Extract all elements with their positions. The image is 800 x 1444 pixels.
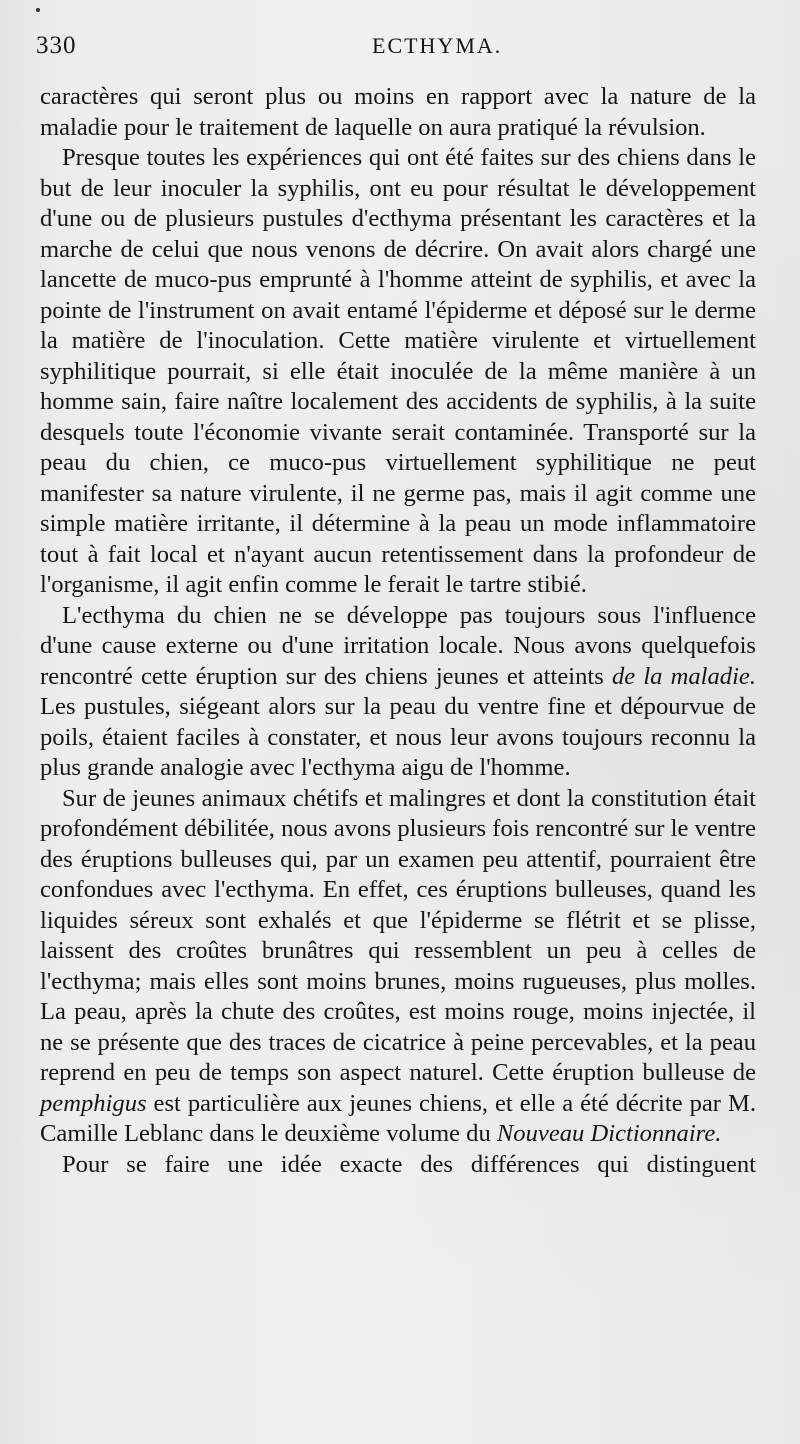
- paragraph-3: [40, 601, 756, 784]
- paragraph-4-text-before: Sur de jeunes animaux chétifs et malingres et dont la constitution était profondément débilitée, nous avons plusieurs fois rencontré sur le ventre des éruptions bulleuses qui, par un examen peu attentif, pourraient être confondues avec l'ecthyma. En effet, ces éruptions bulleuses, quand les liquides séreux sont exhalés et que l'épiderme se flétrit et se plisse, laissent des croûtes brunâtres qui ressemblent un peu à celles de l'ecthyma; mais elles sont moins brunes, moins rugueuses, plus molles. La peau, après la chute des croûtes, est moins rouge, moins injectée, il ne se présente que des traces de cicatrice à peine percevables, et la peau reprend en peu de temps son aspect naturel. Cette éruption bulleuse de: [40, 784, 756, 1086]
- paragraph-4: [40, 784, 756, 1150]
- paragraph-3-text-after: Les pustules, siégeant alors sur la peau du ventre fine et dépourvue de poils, étaient faciles à constater, et nous leur avons toujours reconnu la plus grande analogie avec l'ecthyma aigu de l'homme.: [40, 693, 756, 781]
- paragraph-5: [40, 1150, 756, 1181]
- paragraph-4-italic-title: Nouveau Dictionnaire.: [496, 1120, 722, 1147]
- paragraph-3-text-before: L'ecthyma du chien ne se développe pas toujours sous l'influence d'une cause externe ou d'une irritation locale. Nous avons quelquefois rencontré cette éruption sur des chiens jeunes et atteints: [40, 601, 756, 690]
- paragraph-2: [40, 143, 756, 601]
- page-header: [36, 32, 764, 66]
- paragraph-3-italic: de la maladie.: [611, 662, 756, 690]
- paragraph-2-text: Presque toutes les expériences qui ont été faites sur des chiens dans le but de leur inoculer la syphilis, ont eu pour résultat le développement d'une ou de plusieurs pustules d'ecthyma présentant les caractères et la marche de celui que nous venons de décrire. On avait alors chargé une lancette de muco-pus emprunté à l'homme atteint de syphilis, et avec la pointe de l'instrument on avait entamé l'épiderme et déposé sur le derme la matière de l'inoculation. Cette matière virulente et virtuellement syphilitique pourrait, si elle était inoculée de la même manière à un homme sain, faire naître localement des accidents de syphilis, à la suite desquels toute l'économie vivante serait contaminée. Transporté sur la peau du chien, ce muco-pus virtuellement syphilitique ne peut manifester sa nature virulente, il ne germe pas, mais il agit comme une simple matière irritante, il détermine à la peau un mode inflammatoire tout à fait local et n'ayant aucun retentissement dans la profondeur de l'organisme, il agit enfin comme le ferait le tartre stibié.: [40, 144, 756, 598]
- paragraph-4-italic-pemphigus: pemphigus: [40, 1089, 147, 1117]
- page-body: [40, 82, 756, 1180]
- print-speck: [36, 8, 40, 12]
- running-head: ECTHYMA.: [372, 33, 503, 58]
- paragraph-1-text: caractères qui seront plus ou moins en rapport avec la nature de la maladie pour le traitement de laquelle on aura pratiqué la révulsion.: [40, 83, 756, 141]
- paragraph-5-text: Pour se faire une idée exacte des différences qui distinguent: [62, 1150, 756, 1178]
- page-number: 330: [36, 32, 77, 59]
- paragraph-4-text-middle: est particulière aux jeunes chiens, et elle a été décrite par M. Camille Leblanc dans le deuxième volume du: [40, 1089, 756, 1147]
- paragraph-1: [40, 82, 756, 143]
